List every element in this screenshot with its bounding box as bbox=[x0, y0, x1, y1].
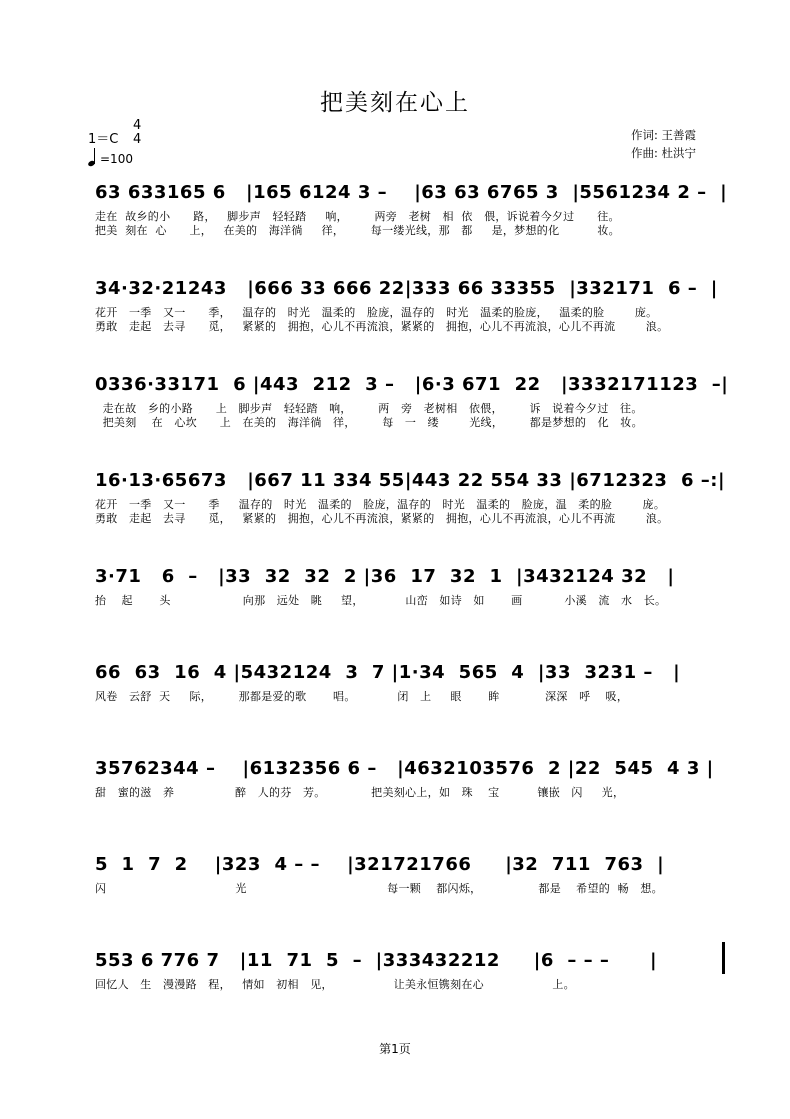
lyrics-verse-2: 勇敢 走起 去寻 觅， 紧紧的 拥抱，心儿不再流浪，紧紧的 拥抱，心儿不再流浪，心儿不再流 浪。 bbox=[95, 512, 669, 525]
notation-line: 0336·33171 6 |443 212 3 – |6·3 671 22 |3332171123 –| bbox=[95, 374, 729, 395]
time-signature-bottom: 4 bbox=[133, 132, 142, 147]
notation-line: 34·32·21243 |666 33 666 22|333 66 33355 |332171 6 – | bbox=[95, 278, 718, 299]
notation-line: 553 6 776 7 |11 71 5 – |333432212 |6 – – – | bbox=[95, 950, 658, 971]
score-row bbox=[0, 374, 790, 454]
lyrics-verse-2: 勇敢 走起 去寻 觅， 紧紧的 拥抱，心儿不再流浪，紧紧的 拥抱，心儿不再流浪，心儿不再流 浪。 bbox=[95, 320, 669, 333]
tempo-marking bbox=[88, 148, 133, 166]
tempo-value: =100 bbox=[100, 152, 133, 166]
key-signature: 1＝C bbox=[88, 132, 119, 147]
notation-line: 3·71 6 – |33 32 32 2 |36 17 32 1 |3432124 32 | bbox=[95, 566, 675, 587]
score-row bbox=[0, 566, 790, 646]
lyrics-line: 甜 蜜的滋 养 醉 人的芬 芳。 把美刻心上，如 珠 宝 镶嵌 闪 光， bbox=[95, 786, 625, 799]
score-row bbox=[0, 182, 790, 262]
lyrics-verse-2: 把美刻 在 心坎 上 在美的 海洋徜 徉， 每 一 缕 光线， 都是梦想的 化 妆。 bbox=[95, 416, 643, 429]
notation-line: 5 1 7 2 |323 4 – – |321721766 |32 711 763 | bbox=[95, 854, 665, 875]
score-row bbox=[0, 758, 790, 838]
lyrics-line: 闪 光 每一颗 都闪烁， 都是 希望的 畅 想。 bbox=[95, 882, 663, 895]
composer: 作曲: 杜洪宁 bbox=[631, 146, 697, 160]
notation-line: 66 63 16 4 |5432124 3 7 |1·34 565 4 |33 3231 – | bbox=[95, 662, 681, 683]
lyrics-verse-1: 花开 一季 又一 季， 温存的 时光 温柔的 脸庞，温存的 时光 温柔的脸庞， 温柔的脸 庞。 bbox=[95, 306, 658, 319]
song-title: 把美刻在心上 bbox=[320, 90, 470, 116]
credits bbox=[631, 126, 696, 162]
lyrics-line: 回忆人 生 漫漫路 程， 情如 初相 见， 让美永恒镌刻在心 上。 bbox=[95, 978, 575, 991]
lyrics-verse-1: 走在故 乡的小路 上 脚步声 轻轻踏 响， 两 旁 老树相 依偎， 诉 说着今夕过 往。 bbox=[95, 402, 643, 415]
time-signature-top: 4 bbox=[133, 118, 142, 133]
score-row bbox=[0, 470, 790, 550]
score-row bbox=[0, 662, 790, 742]
lyrics-line: 抬 起 头 向那 远处 眺 望， 山峦 如诗 如 画 小溪 流 水 长。 bbox=[95, 594, 667, 607]
notation-line: 35762344 – |6132356 6 – |4632103576 2 |22 545 4 3 | bbox=[95, 758, 714, 779]
lyrics-line: 风卷 云舒 天 际， 那都是爱的歌 唱。 闭 上 眼 眸 深深 呼 吸， bbox=[95, 690, 629, 703]
score-row bbox=[0, 278, 790, 358]
score-row bbox=[0, 854, 790, 934]
lyrics-verse-1: 花开 一季 又一 季 温存的 时光 温柔的 脸庞，温存的 时光 温柔的 脸庞，温 柔的脸 庞。 bbox=[95, 498, 666, 511]
score-row bbox=[0, 950, 790, 1030]
lyrics-verse-1: 走在 故乡的小 路， 脚步声 轻轻踏 响， 两旁 老树 相 依 偎，诉说着今夕过 往。 bbox=[95, 210, 620, 223]
time-signature bbox=[133, 119, 141, 147]
notation-line: 63 633165 6 |165 6124 3 – |63 63 6765 3 |5561234 2 – | bbox=[95, 182, 728, 203]
notation-line: 16·13·65673 |667 11 334 55|443 22 554 33 |6712323 6 –:| bbox=[95, 470, 726, 491]
quarter-note-icon bbox=[88, 148, 98, 166]
lyrics-verse-2: 把美 刻在 心 上， 在美的 海洋徜 徉， 每一缕光线，那 都 是，梦想的化 妆。 bbox=[95, 224, 620, 237]
page-number: 第1页 bbox=[379, 1042, 411, 1056]
lyricist: 作词: 王善霞 bbox=[631, 128, 697, 142]
final-barline bbox=[722, 942, 725, 974]
